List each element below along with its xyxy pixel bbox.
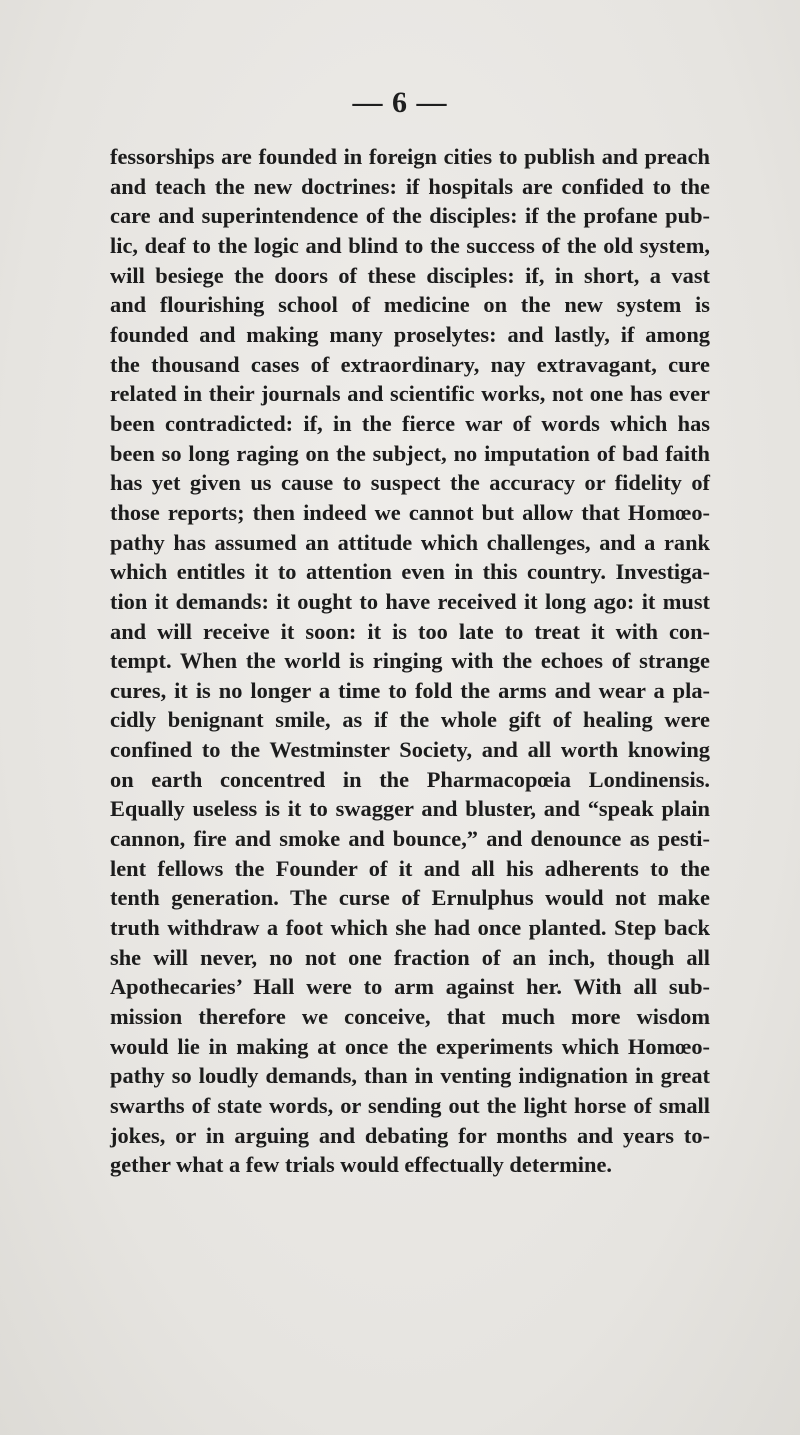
text-line: which entitles it to attention even in this country. Investiga- — [110, 559, 710, 585]
text-line: those reports; then indeed we cannot but allow that Homœo- — [110, 499, 710, 525]
text-line: and teach the new doctrines: if hospitals are confided to the — [110, 173, 710, 199]
text-line: tenth generation. The curse of Ernulphus would not make — [110, 885, 710, 911]
text-line: tion it demands: it ought to have received it long ago: it must — [110, 588, 710, 614]
text-line: pathy so loudly demands, than in venting indignation in great — [110, 1063, 710, 1089]
text-line: Apothecaries’ Hall were to arm against her. With all sub- — [110, 974, 710, 1000]
text-line: and flourishing school of medicine on the new system is — [110, 292, 710, 318]
text-line: Equally useless is it to swagger and bluster, and “speak plain — [110, 796, 710, 822]
text-line: she will never, no not one fraction of an inch, though all — [110, 944, 710, 970]
text-line: been so long raging on the subject, no imputation of bad faith — [110, 440, 710, 466]
text-line: tempt. When the world is ringing with the echoes of strange — [110, 648, 710, 674]
text-line: cidly benignant smile, as if the whole gift of healing were — [110, 707, 710, 733]
text-line: confined to the Westminster Society, and all worth knowing — [110, 737, 710, 763]
text-line: will besiege the doors of these disciples: if, in short, a vast — [110, 262, 710, 288]
text-line: swarths of state words, or sending out the light horse of small — [110, 1093, 710, 1118]
text-line: the thousand cases of extraordinary, nay extravagant, cure — [110, 351, 710, 377]
body-paragraph — [110, 142, 710, 1180]
text-line: gether what a few trials would effectually determine. — [110, 1152, 613, 1178]
page-number: — 6 — — [352, 86, 448, 119]
text-line: been contradicted: if, in the fierce war of words which has — [110, 410, 710, 436]
text-line: would lie in making at once the experiments which Homœo- — [110, 1033, 710, 1059]
text-line: lic, deaf to the logic and blind to the success of the old system, — [110, 232, 710, 258]
text-line: has yet given us cause to suspect the accuracy or fidelity of — [110, 470, 710, 496]
text-line: founded and making many proselytes: and lastly, if among — [110, 321, 710, 347]
text-line: pathy has assumed an attitude which challenges, and a rank — [110, 529, 710, 555]
text-line: and will receive it soon: it is too late to treat it with con- — [110, 618, 710, 644]
text-line: cures, it is no longer a time to fold the arms and wear a pla- — [110, 677, 710, 703]
text-line: cannon, fire and smoke and bounce,” and denounce as pesti- — [110, 826, 710, 852]
text-line: related in their journals and scientific works, not one has ever — [110, 381, 710, 407]
text-line: jokes, or in arguing and debating for months and years to- — [110, 1122, 710, 1148]
text-line: truth withdraw a foot which she had once planted. Step back — [110, 915, 710, 941]
text-line: lent fellows the Founder of it and all his adherents to the — [110, 855, 710, 881]
text-line: mission therefore we conceive, that much more wisdom — [110, 1004, 710, 1030]
text-line: on earth concentred in the Pharmacopœia Londinensis. — [110, 766, 710, 792]
text-line: fessorships are founded in foreign cities to publish and preach — [110, 144, 710, 169]
text-line: care and superintendence of the disciples: if the profane pub- — [110, 203, 710, 229]
